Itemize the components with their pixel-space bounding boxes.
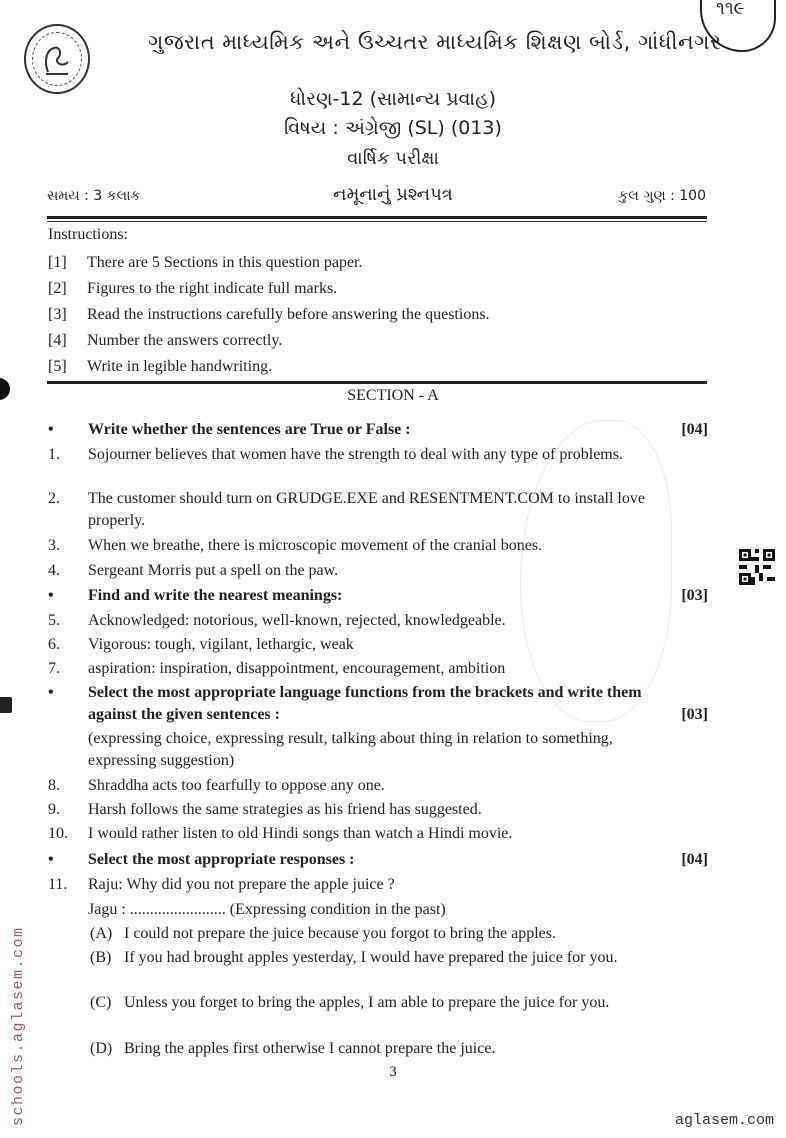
question-number: 4. xyxy=(48,562,60,579)
question-number: 9. xyxy=(48,801,60,818)
question-number: 8. xyxy=(48,777,60,794)
question-text: aspiration: inspiration, disappointment, encouragement, ambition xyxy=(88,660,506,677)
bullet: • xyxy=(48,421,54,438)
instruction-number: [1] xyxy=(48,254,67,271)
question-text: When we breathe, there is microscopic movement of the cranial bones. xyxy=(88,537,543,554)
question-heading-text: Select the most appropriate responses : xyxy=(88,851,355,868)
marks-badge: [03] xyxy=(681,587,708,604)
bullet: • xyxy=(48,851,54,868)
question-text: Vigorous: tough, vigilant, lethargic, weak xyxy=(88,636,354,653)
side-watermark: schools.aglasem.com xyxy=(10,926,27,1126)
question-text: I would rather listen to old Hindi songs than watch a Hindi movie. xyxy=(88,825,513,842)
option-text: If you had brought apples yesterday, I would have prepared the juice for you. xyxy=(124,949,618,966)
question-text: Sojourner believes that women have the strength to deal with any type of problems. xyxy=(88,446,623,463)
option-label: (A) xyxy=(90,925,113,942)
question-text: Sergeant Morris put a spell on the paw. xyxy=(88,562,339,579)
subject-title: વિષય : અંગ્રેજી (SL) (013) xyxy=(284,117,502,139)
marks-badge: [03] xyxy=(681,706,708,723)
language-functions-text: (expressing choice, expressing result, talking about thing in relation to something, expressing suggestion) xyxy=(88,730,613,769)
option-label: (C) xyxy=(90,994,112,1011)
question-number: 6. xyxy=(48,636,60,653)
board-name: ગુજરાત માધ્યમિક અને ઉચ્ચતર માધ્યમિક શિક્ષણ બોર્ડ, ગાંધીનગર xyxy=(148,30,722,54)
bullet: • xyxy=(48,587,54,604)
option-text: Unless you forget to bring the apples, I am able to prepare the juice for you. xyxy=(124,994,610,1011)
time-allowed: સમય : 3 કલાક xyxy=(47,188,141,204)
prompt-text: Jagu : ........................ (Expressing condition in the past) xyxy=(88,901,446,918)
board-seal-logo xyxy=(24,24,90,94)
question-number: 2. xyxy=(48,490,60,507)
section-title: SECTION - A xyxy=(347,387,439,404)
swan-emblem-icon xyxy=(42,42,72,76)
instruction-text: Write in legible handwriting. xyxy=(87,358,273,375)
section-divider xyxy=(47,381,707,384)
instruction-text: Read the instructions carefully before answering the questions. xyxy=(87,306,490,323)
instruction-item xyxy=(48,306,490,324)
header-divider xyxy=(47,216,707,219)
header-divider-thin xyxy=(47,221,707,222)
page-mark-text: ૧૧૯ xyxy=(716,0,745,19)
question-text: Acknowledged: notorious, well-known, rejected, knowledgeable. xyxy=(88,612,506,629)
marks-badge: [04] xyxy=(681,421,708,438)
answer-option xyxy=(90,947,680,991)
question-heading-text: Find and write the nearest meanings: xyxy=(88,587,343,604)
instruction-number: [3] xyxy=(48,306,67,323)
instruction-number: [2] xyxy=(48,280,67,297)
instruction-number: [4] xyxy=(48,332,67,349)
instruction-item xyxy=(48,254,362,272)
question-heading-text: Write whether the sentences are True or False : xyxy=(88,421,411,438)
question-number: 1. xyxy=(48,446,60,463)
paper-type: નમૂનાનું પ્રશ્નપત્ર xyxy=(333,184,453,205)
question-text: The customer should turn on GRUDGE.EXE and RESENTMENT.COM to install love properly. xyxy=(88,490,645,529)
marks-badge: [04] xyxy=(681,851,708,868)
question-text: Harsh follows the same strategies as his friend has suggested. xyxy=(88,801,482,818)
instruction-item xyxy=(48,358,272,376)
bullet: • xyxy=(48,684,54,701)
language-functions-list xyxy=(48,728,708,772)
corner-watermark: aglasem.com xyxy=(674,1112,774,1129)
instruction-text: Number the answers correctly. xyxy=(87,332,283,349)
question-number: 10. xyxy=(48,825,68,842)
option-label: (D) xyxy=(90,1040,113,1057)
option-text: I could not prepare the juice because you forgot to bring the apples. xyxy=(124,925,557,942)
instruction-number: [5] xyxy=(48,358,67,375)
instruction-text: There are 5 Sections in this question paper. xyxy=(87,254,363,271)
answer-option xyxy=(90,992,680,1036)
total-marks: કુલ ગુણ : 100 xyxy=(618,188,706,204)
exam-type: વાર્ષિક પરીક્ષા xyxy=(347,148,439,169)
question-number: 7. xyxy=(48,660,60,677)
page-number: 3 xyxy=(389,1064,397,1080)
instructions-title: Instructions: xyxy=(48,226,128,243)
binder-clip-mark xyxy=(0,697,12,713)
instruction-item xyxy=(48,280,337,298)
option-label: (B) xyxy=(90,949,112,966)
question-heading-text: Select the most appropriate language functions from the brackets and write them against the given sentences : xyxy=(88,684,642,723)
question-text: Raju: Why did you not prepare the apple juice ? xyxy=(88,876,395,893)
question-number: 11. xyxy=(48,876,68,893)
question-text: Shraddha acts too fearfully to oppose any one. xyxy=(88,777,385,794)
option-text: Bring the apples first otherwise I cannot prepare the juice. xyxy=(124,1040,496,1057)
qr-code-icon xyxy=(739,549,775,585)
standard-title: ધોરણ-12 (સામાન્ય પ્રવાહ) xyxy=(289,88,496,110)
question-number: 5. xyxy=(48,612,60,629)
instruction-text: Figures to the right indicate full marks. xyxy=(87,280,338,297)
question-number: 3. xyxy=(48,537,60,554)
instruction-item xyxy=(48,332,282,350)
